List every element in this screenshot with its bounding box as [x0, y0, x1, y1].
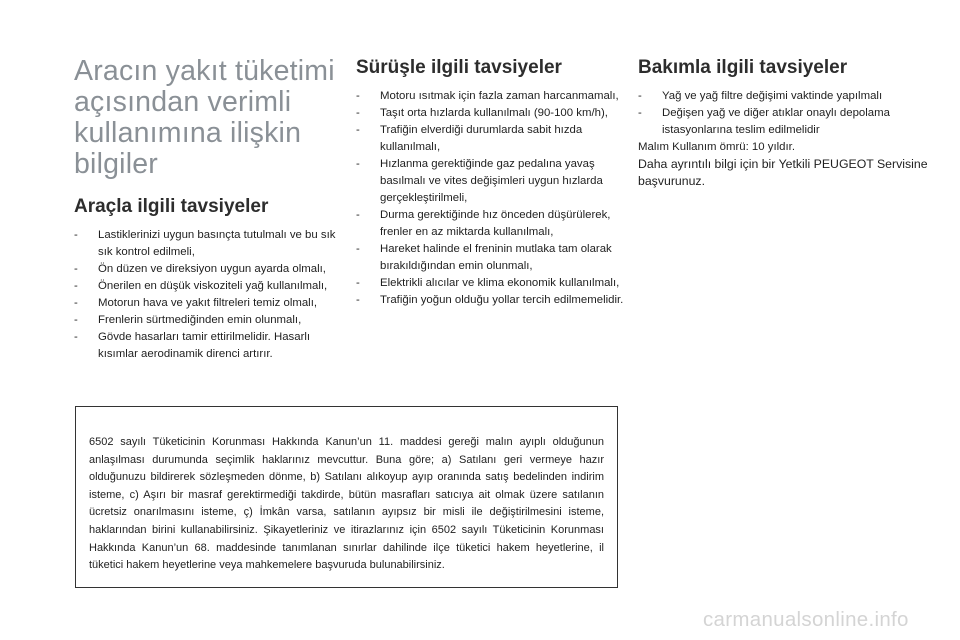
right-column [638, 56, 928, 190]
more-info-text: Daha ayrıntılı bilgi için bir Yetkili PEUGEOT Servisine başvurunuz. [638, 157, 928, 188]
watermark: carmanualsonline.info [703, 608, 909, 631]
list-item: - Hareket halinde el freninin mutlaka tam olarak bırakıldığından emin olunmalı, [356, 241, 624, 275]
lifetime-text: Malım Kullanım ömrü: 10 yıldır. [638, 141, 795, 153]
middle-column [356, 56, 624, 309]
list-item: - Trafiğin elverdiği durumlarda sabit hızda kullanılmalı, [356, 122, 624, 156]
list-item: - Motoru ısıtmak için fazla zaman harcanmamalı, [356, 88, 624, 105]
title-line: Aracın yakıt tüketimi [74, 55, 335, 87]
driving-tips-heading: Sürüşle ilgili tavsiyeler [356, 57, 562, 78]
title-line: bilgiler [74, 148, 158, 180]
list-item: - Frenlerin sürtmediğinden emin olunmalı, [74, 312, 342, 329]
list-item: - Durma gerektiğinde hız önceden düşürülerek, frenler en az miktarda kullanılmalı, [356, 207, 624, 241]
maintenance-tips-list [638, 88, 928, 139]
list-item: - Trafiğin yoğun olduğu yollar tercih edilmemelidir. [356, 292, 624, 309]
consumer-rights-notice-box [75, 406, 618, 588]
title-line: kullanımına ilişkin [74, 117, 302, 149]
list-item: - Gövde hasarları tamir ettirilmelidir. Hasarlı kısımlar aerodinamik direnci artırır. [74, 329, 342, 363]
list-item: - Elektrikli alıcılar ve klima ekonomik kullanılmalı, [356, 275, 624, 292]
list-item: - Önerilen en düşük viskoziteli yağ kullanılmalı, [74, 278, 342, 295]
maintenance-tips-heading: Bakımla ilgili tavsiyeler [638, 57, 848, 78]
driving-tips-list [356, 88, 624, 309]
list-item: - Değişen yağ ve diğer atıklar onaylı depolama istasyonlarına teslim edilmelidir [638, 105, 928, 139]
list-item: - Taşıt orta hızlarda kullanılmalı (90-100 km/h), [356, 105, 624, 122]
list-item: - Motorun hava ve yakıt filtreleri temiz olmalı, [74, 295, 342, 312]
list-item: - Hızlanma gerektiğinde gaz pedalına yavaş basılmalı ve vites değişimleri uygun hızlarda gerçekleştirilmeli, [356, 156, 624, 207]
list-item: - Ön düzen ve direksiyon uygun ayarda olmalı, [74, 261, 342, 278]
list-item: - Lastiklerinizi uygun basınçta tutulmalı ve bu sık sık kontrol edilmeli, [74, 227, 342, 261]
vehicle-tips-heading: Araçla ilgili tavsiyeler [74, 196, 269, 217]
page-title [74, 56, 342, 180]
list-item: - Yağ ve yağ filtre değişimi vaktinde yapılmalı [638, 88, 928, 105]
left-column [74, 56, 342, 363]
vehicle-tips-list [74, 227, 342, 363]
consumer-rights-notice-text: 6502 sayılı Tüketicinin Korunması Hakkında Kanun’un 11. maddesi gereği malın ayıplı olduğunun anlaşılması durumunda seçimlik haklarınız mevcuttur. Buna göre; a) Satılanı geri vermeye hazır olduğunuzu bildirerek sözleşmeden dönme, b) Satılanı alıkoyup ayıp oranında satış bedelinden indirim isteme, c) Aşırı bir masraf gerektirmediği takdirde, bütün masrafları satıcıya ait olmak üzere satılanın ücretsiz onarılmasını isteme, ç) İmkân varsa, satılanın ayıpsız bir misli ile değiştirilmesini isteme, haklarından birini kullanabilirsiniz. Şikayetleriniz ve itirazlarınız için 6502 sayılı Tüketicinin Korunması Hakkında Kanun’un 68. maddesinde tanımlanan sınırlar dahilinde ilçe tüketici hakem heyetlerine, il tüketici hakem heyetlerine veya mahkemelere başvuruda bulunabilirsiniz. [89, 436, 604, 572]
title-line: açısından verimli [74, 86, 292, 118]
